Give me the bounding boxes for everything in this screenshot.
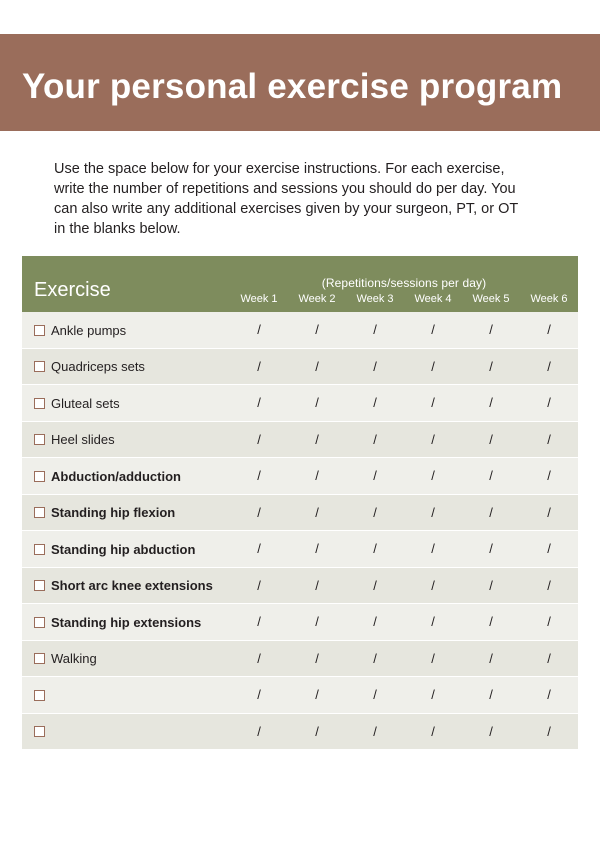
- week-entry-cell[interactable]: /: [346, 677, 404, 714]
- week-entry-cell[interactable]: /: [288, 458, 346, 495]
- exercise-name-cell: [22, 640, 230, 677]
- checkbox-empty-icon[interactable]: [34, 653, 45, 664]
- exercise-label: Heel slides: [51, 432, 115, 448]
- week-entry-cell[interactable]: /: [404, 677, 462, 714]
- week-entry-cell[interactable]: /: [404, 385, 462, 422]
- exercise-name-cell: [22, 531, 230, 568]
- week-entry-cell[interactable]: /: [346, 531, 404, 568]
- table-row: [22, 677, 578, 714]
- week-entry-cell[interactable]: /: [404, 567, 462, 604]
- week-entry-cell[interactable]: /: [230, 421, 288, 458]
- week-entry-cell[interactable]: /: [404, 531, 462, 568]
- week-entry-cell[interactable]: /: [230, 677, 288, 714]
- week-entry-cell[interactable]: /: [346, 312, 404, 348]
- exercise-table: [22, 256, 578, 750]
- table-header-row: [22, 256, 578, 312]
- exercise-label: Abduction/adduction: [51, 468, 181, 484]
- week-entry-cell[interactable]: /: [462, 640, 520, 677]
- week-entry-cell[interactable]: /: [288, 713, 346, 750]
- checkbox-empty-icon[interactable]: [34, 690, 45, 701]
- table-row: [22, 494, 578, 531]
- week-entry-cell[interactable]: /: [230, 312, 288, 348]
- week-entry-cell[interactable]: /: [288, 531, 346, 568]
- table-row: [22, 458, 578, 495]
- table-row: [22, 567, 578, 604]
- week-entry-cell[interactable]: /: [462, 385, 520, 422]
- week-entry-cell[interactable]: /: [230, 604, 288, 641]
- week-entry-cell[interactable]: /: [462, 713, 520, 750]
- week-entry-cell[interactable]: /: [288, 385, 346, 422]
- week-entry-cell[interactable]: /: [230, 348, 288, 385]
- table-head: [22, 256, 578, 312]
- week-entry-cell[interactable]: /: [462, 531, 520, 568]
- column-header-week-2: Week 2: [298, 293, 336, 305]
- table-row: [22, 640, 578, 677]
- weeks-caption: (Repetitions/sessions per day): [321, 276, 487, 290]
- checkbox-empty-icon[interactable]: [34, 507, 45, 518]
- week-entry-cell[interactable]: /: [288, 567, 346, 604]
- week-entry-cell[interactable]: /: [462, 421, 520, 458]
- week-entry-cell[interactable]: /: [346, 604, 404, 641]
- week-entry-cell[interactable]: /: [404, 713, 462, 750]
- week-entry-cell[interactable]: /: [346, 713, 404, 750]
- table-row: [22, 312, 578, 348]
- week-entry-cell[interactable]: /: [346, 348, 404, 385]
- week-entry-cell[interactable]: /: [520, 385, 578, 422]
- week-entry-cell[interactable]: /: [230, 567, 288, 604]
- exercise-name-cell: [22, 458, 230, 495]
- exercise-name-cell: [22, 312, 230, 348]
- column-header-exercise: Exercise: [22, 256, 230, 312]
- week-entry-cell[interactable]: /: [462, 458, 520, 495]
- column-header-week-6: Week 6: [530, 293, 568, 305]
- table-body: [22, 312, 578, 750]
- checkbox-empty-icon[interactable]: [34, 361, 45, 372]
- week-entry-cell[interactable]: /: [520, 640, 578, 677]
- exercise-table-wrapper: [22, 256, 578, 750]
- exercise-name-cell: [22, 348, 230, 385]
- checkbox-empty-icon[interactable]: [34, 325, 45, 336]
- week-entry-cell[interactable]: /: [462, 494, 520, 531]
- exercise-label: Standing hip flexion: [51, 505, 176, 521]
- exercise-name-cell: [22, 421, 230, 458]
- checkbox-empty-icon[interactable]: [34, 471, 45, 482]
- week-entry-cell[interactable]: /: [288, 421, 346, 458]
- week-entry-cell[interactable]: /: [404, 640, 462, 677]
- week-entry-cell[interactable]: /: [346, 640, 404, 677]
- exercise-label: Ankle pumps: [51, 322, 127, 338]
- intro-paragraph: Use the space below for your exercise instructions. For each exercise, write the number of repetitions and sessions you should do per day. You can also write any additional exercises given by your surgeon, PT, or OT in the blanks below.: [54, 161, 518, 237]
- week-entry-cell[interactable]: /: [404, 458, 462, 495]
- week-entry-cell[interactable]: /: [462, 567, 520, 604]
- week-entry-cell[interactable]: /: [462, 348, 520, 385]
- table-row: [22, 348, 578, 385]
- checkbox-empty-icon[interactable]: [34, 580, 45, 591]
- week-entry-cell[interactable]: /: [462, 677, 520, 714]
- exercise-name-cell: [22, 385, 230, 422]
- checkbox-empty-icon[interactable]: [34, 617, 45, 628]
- exercise-name-cell: [22, 604, 230, 641]
- week-label-row: [230, 290, 578, 312]
- column-header-week-1: Week 1: [240, 293, 278, 305]
- week-entry-cell[interactable]: /: [346, 567, 404, 604]
- week-entry-cell[interactable]: /: [520, 458, 578, 495]
- exercise-label: Standing hip extensions: [51, 614, 202, 630]
- week-entry-cell[interactable]: /: [404, 421, 462, 458]
- week-entry-cell[interactable]: /: [230, 494, 288, 531]
- week-entry-cell[interactable]: /: [346, 458, 404, 495]
- exercise-name-cell: [22, 567, 230, 604]
- week-entry-cell[interactable]: /: [230, 713, 288, 750]
- column-header-week-3: Week 3: [356, 293, 394, 305]
- week-entry-cell[interactable]: /: [230, 531, 288, 568]
- week-entry-cell[interactable]: /: [520, 677, 578, 714]
- exercise-label: Gluteal sets: [51, 395, 120, 411]
- week-entry-cell[interactable]: /: [520, 713, 578, 750]
- week-entry-cell[interactable]: /: [520, 531, 578, 568]
- week-entry-cell[interactable]: /: [520, 604, 578, 641]
- week-entry-cell[interactable]: /: [462, 312, 520, 348]
- exercise-label: Quadriceps sets: [51, 359, 145, 375]
- exercise-name-cell: [22, 494, 230, 531]
- week-entry-cell[interactable]: /: [288, 312, 346, 348]
- week-entry-cell[interactable]: /: [230, 640, 288, 677]
- week-entry-cell[interactable]: /: [520, 348, 578, 385]
- week-entry-cell[interactable]: /: [288, 640, 346, 677]
- week-entry-cell[interactable]: /: [288, 604, 346, 641]
- checkbox-empty-icon[interactable]: [34, 544, 45, 555]
- week-entry-cell[interactable]: /: [520, 312, 578, 348]
- week-entry-cell[interactable]: /: [520, 421, 578, 458]
- table-row: [22, 385, 578, 422]
- checkbox-empty-icon[interactable]: [34, 726, 45, 737]
- week-entry-cell[interactable]: /: [288, 348, 346, 385]
- week-entry-cell[interactable]: /: [346, 421, 404, 458]
- week-entry-cell[interactable]: /: [288, 494, 346, 531]
- column-header-week-5: Week 5: [472, 293, 510, 305]
- exercise-name-cell: [22, 713, 230, 750]
- week-entry-cell[interactable]: /: [404, 312, 462, 348]
- column-header-weeks: [230, 256, 578, 312]
- week-entry-cell[interactable]: /: [346, 385, 404, 422]
- week-entry-cell[interactable]: /: [404, 494, 462, 531]
- table-row: [22, 421, 578, 458]
- week-entry-cell[interactable]: /: [288, 677, 346, 714]
- week-entry-cell[interactable]: /: [404, 348, 462, 385]
- page-title: Your personal exercise program: [22, 67, 563, 106]
- week-entry-cell[interactable]: /: [230, 385, 288, 422]
- week-entry-cell[interactable]: /: [346, 494, 404, 531]
- checkbox-empty-icon[interactable]: [34, 398, 45, 409]
- week-entry-cell[interactable]: /: [520, 494, 578, 531]
- exercise-label: Standing hip abduction: [51, 541, 196, 557]
- week-entry-cell[interactable]: /: [404, 604, 462, 641]
- exercise-label: Short arc knee extensions: [51, 578, 213, 594]
- column-header-week-4: Week 4: [414, 293, 452, 305]
- checkbox-empty-icon[interactable]: [34, 434, 45, 445]
- table-row: [22, 713, 578, 750]
- exercise-label: Walking: [51, 651, 97, 667]
- week-entry-cell[interactable]: /: [462, 604, 520, 641]
- week-entry-cell[interactable]: /: [230, 458, 288, 495]
- table-row: [22, 604, 578, 641]
- table-row: [22, 531, 578, 568]
- exercise-name-cell: [22, 677, 230, 714]
- week-entry-cell[interactable]: /: [520, 567, 578, 604]
